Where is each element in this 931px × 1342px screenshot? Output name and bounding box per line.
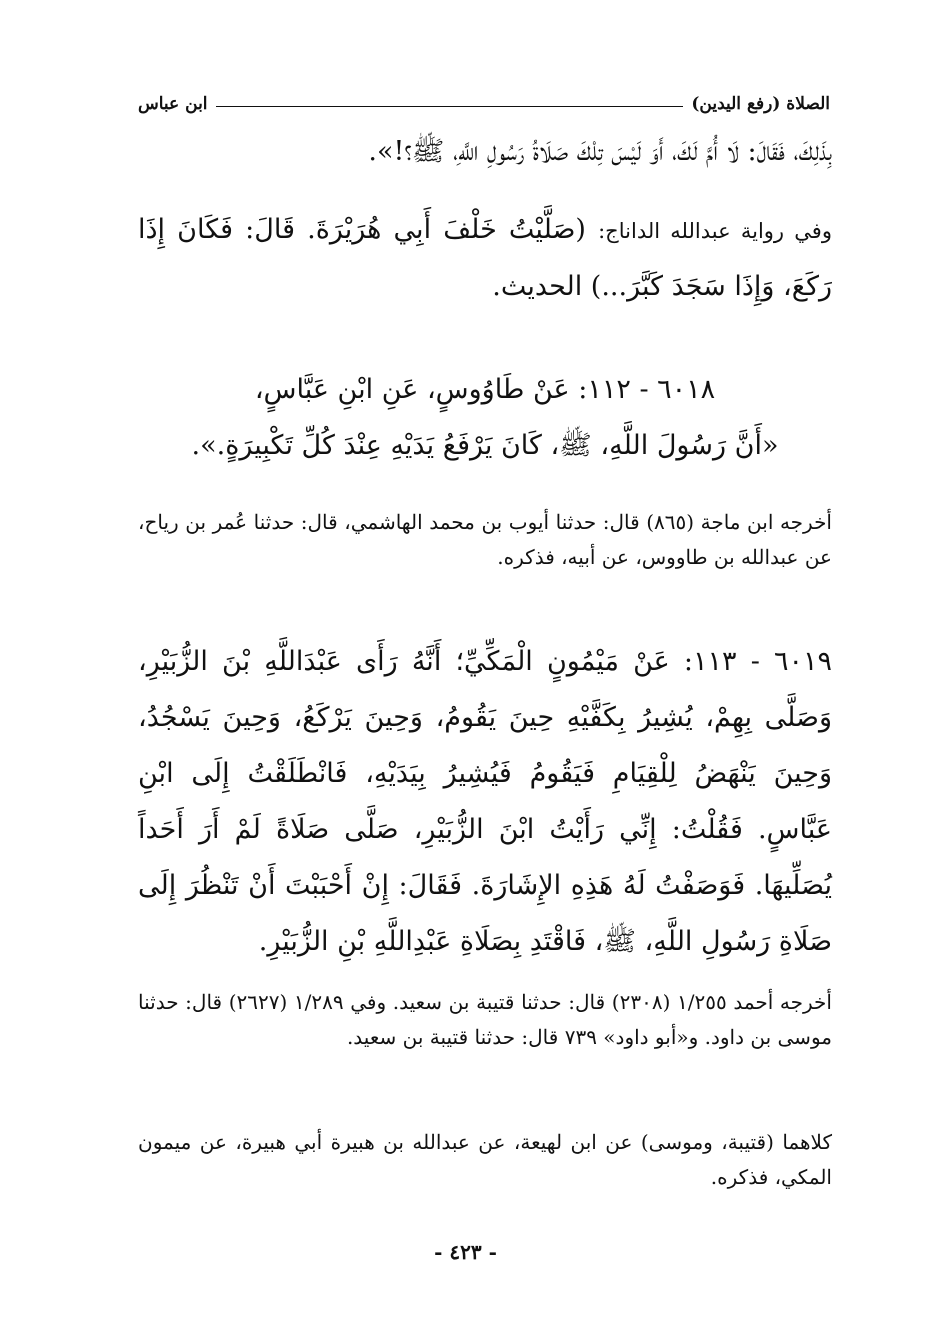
hadith-6019-source-note [138, 985, 832, 1055]
running-header [138, 88, 830, 114]
narration-variant-text [138, 202, 832, 315]
hadith-6019-chain-text: كلاهما (قتيبة، وموسى) عن ابن لهيعة، عن عبدالله بن هبيرة أبي هبيرة، عن ميمون المكي، فذكره. [138, 1130, 832, 1189]
hadith-6019-source-text: أخرجه أحمد ١/٢٥٥ (٢٣٠٨) قال: حدثنا قتيبة بن سعيد. وفي ١/٢٨٩ (٢٦٢٧) قال: حدثنا موسى بن داود. و«أبو داود» ٧٣٩ قال: حدثنا قتيبة بن سعيد. [138, 990, 832, 1049]
narration-variant-intro: وفي رواية عبدالله الداناج: [598, 219, 832, 243]
page-number: - ٤٢٣ - [434, 1240, 497, 1264]
hadith-continuation [138, 124, 832, 180]
hadith-6018-source-note [138, 505, 832, 575]
narrator-title: ابن عباس [138, 94, 208, 114]
hadith-6018 [138, 362, 832, 474]
hadith-6019-text: ٦٠١٩ - ١١٣: عَنْ مَيْمُونٍ الْمَكِّيِّ؛ أَنَّهُ رَأَى عَبْدَاللَّهِ بْنَ الزُّبَيْرِ، وَصَلَّى بِهِمْ، يُشِيرُ بِكَفَّيْهِ حِينَ يَقُومُ، وَحِينَ يَرْكَعُ، وَحِينَ يَسْجُدُ، وَحِينَ يَنْهَضُ لِلْقِيَامِ فَيَقُومُ فَيُشِيرُ بِيَدَيْهِ، فَانْطَلَقْتُ إِلَى ابْنِ عَبَّاسٍ. فَقُلْتُ: إِنِّي رَأَيْتُ ابْنَ الزُّبَيْرِ، صَلَّى صَلَاةً لَمْ أَرَ أَحَداً يُصَلِّيهَا. فَوَصَفْتُ لَهُ هَذِهِ الإِشَارَةَ. فَقَالَ: إِنْ أَحْبَبْتَ أَنْ تَنْظُرَ إِلَى صَلَاةِ رَسُولِ اللَّهِ، ﷺ، فَاقْتَدِ بِصَلَاةِ عَبْدِاللَّهِ بْنِ الزُّبَيْرِ. [138, 646, 832, 957]
narration-variant [138, 202, 832, 315]
header-rule [216, 106, 684, 107]
chapter-title: الصلاة (رفع اليدين) [691, 94, 830, 114]
hadith-6018-source-text: أخرجه ابن ماجة (٨٦٥) قال: حدثنا أيوب بن محمد الهاشمي، قال: حدثنا عُمر بن رياح، عن عبدالله بن طاووس، عن أبيه، فذكره. [138, 510, 832, 569]
hadith-6018-text: «أَنَّ رَسُولَ اللَّهِ، ﷺ، كَانَ يَرْفَعُ يَدَيْهِ عِنْدَ كُلِّ تَكْبِيرَةٍ.». [191, 430, 779, 461]
narration-variant-quote: (صَلَّيْتُ خَلْفَ أَبِي هُرَيْرَةَ. قَالَ: فَكَانَ إِذَا رَكَعَ، وَإِذَا سَجَدَ كَبَّرَ...) الحديث. [138, 214, 832, 302]
hadith-6019-chain-note [138, 1125, 832, 1195]
hadith-6019 [138, 634, 832, 970]
hadith-continuation-text: بِذَلِكَ، فَقَالَ: لَا أُمَّ لَكَ، أَوَ لَيْسَ تِلْكَ صَلَاةُ رَسُولِ اللَّهِ، ﷺ؟!». [368, 136, 832, 167]
hadith-6018-heading: ٦٠١٨ - ١١٢: عَنْ طَاوُوسٍ، عَنِ ابْنِ عَبَّاسٍ، [254, 374, 716, 405]
